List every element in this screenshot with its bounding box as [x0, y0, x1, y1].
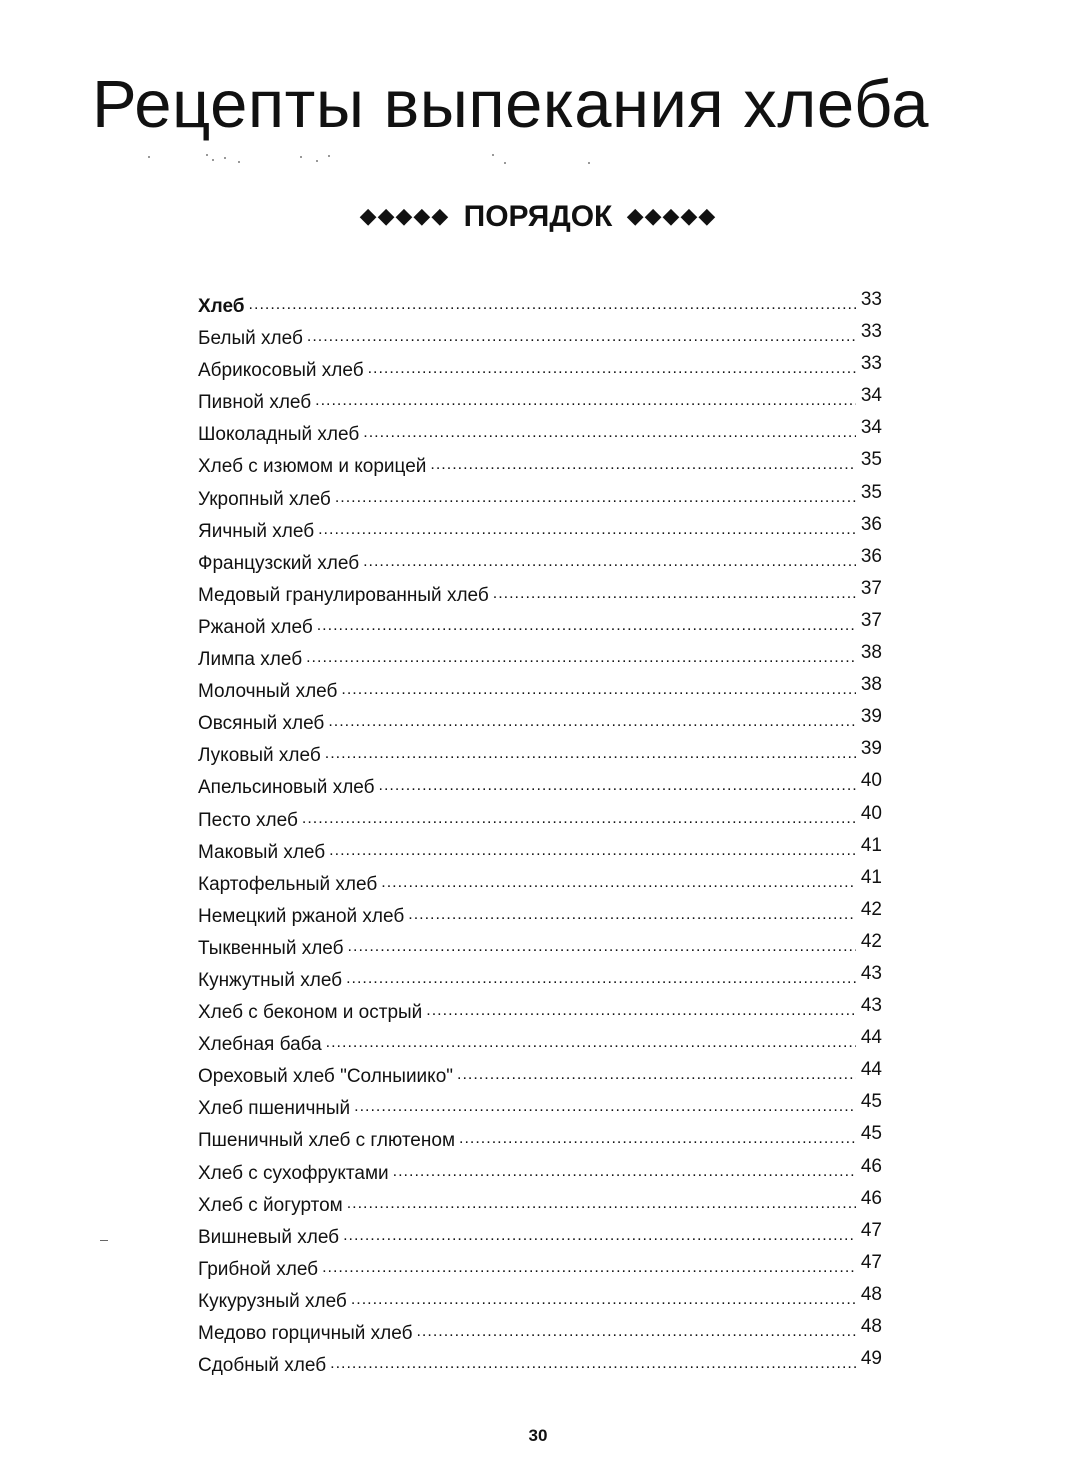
scan-speck: [328, 155, 330, 157]
dot-leader: [306, 646, 856, 665]
toc-entry-title: Кукурузный хлеб: [198, 1290, 347, 1312]
toc-entry: [198, 706, 882, 742]
toc-entry: [198, 289, 882, 325]
dot-leader: [348, 935, 856, 954]
toc-entry: [198, 674, 882, 710]
scan-speck: [238, 161, 240, 163]
toc-entry-title: Яичный хлеб: [198, 520, 315, 542]
dot-leader: [302, 807, 856, 826]
toc-entry-title: Хлеб с изюмом и корицей: [198, 456, 427, 478]
dot-leader: [341, 678, 856, 697]
toc-entry-page: 44: [860, 1059, 882, 1081]
toc-entry-title: Пивной хлеб: [198, 392, 312, 414]
toc-entry: [198, 1251, 882, 1288]
toc-entry-title: Хлеб пшеничный: [198, 1098, 351, 1120]
toc-entry-title: Хлеб с беконом и острый: [198, 1002, 423, 1024]
scan-mark: [100, 1240, 108, 1241]
toc-entry-page: 46: [860, 1155, 882, 1177]
toc-entry: [198, 866, 882, 903]
toc-entry: [198, 1059, 882, 1095]
toc-entry-page: 33: [860, 289, 882, 310]
toc-entry: [198, 1316, 882, 1352]
toc-entry-page: 34: [860, 385, 882, 407]
toc-entry-page: 37: [860, 609, 882, 631]
toc-entry-page: 45: [860, 1123, 882, 1145]
section-title: ПОРЯДОК: [463, 200, 613, 233]
table-of-contents: [198, 289, 882, 1384]
toc-entry-title: Грибной хлеб: [198, 1258, 319, 1280]
diamond-ornament-left: ◆◆◆◆◆: [359, 203, 450, 228]
toc-entry: [198, 642, 882, 678]
dot-leader: [328, 710, 856, 729]
toc-entry-title: Апельсиновый хлеб: [198, 777, 375, 799]
toc-entry-page: 46: [860, 1187, 882, 1209]
toc-entry: [198, 449, 882, 485]
dot-leader: [315, 389, 856, 408]
toc-entry: [198, 898, 882, 935]
toc-entry-page: 39: [860, 738, 882, 760]
toc-entry: [198, 962, 882, 999]
scan-speck: [300, 156, 302, 158]
toc-entry-title: Абрикосовый хлеб: [198, 360, 364, 382]
toc-entry: [198, 577, 882, 614]
toc-entry: [198, 1283, 882, 1320]
toc-entry: [198, 513, 882, 550]
toc-entry-page: 48: [860, 1316, 882, 1337]
dot-leader: [317, 614, 856, 633]
toc-entry-page: 35: [860, 481, 882, 503]
dot-leader: [335, 486, 856, 505]
toc-entry-page: 44: [860, 1027, 882, 1049]
dot-leader: [426, 999, 856, 1018]
dot-leader: [330, 1352, 856, 1371]
dot-leader: [249, 293, 856, 312]
toc-entry-title: Шоколадный хлеб: [198, 424, 360, 446]
toc-entry-page: 33: [860, 353, 882, 375]
toc-entry-title: Луковый хлеб: [198, 745, 321, 767]
toc-entry-page: 42: [860, 898, 882, 920]
page-title: Рецепты выпекания хлеба: [92, 67, 929, 142]
dot-leader: [381, 871, 856, 890]
toc-entry-title: Вишневый хлеб: [198, 1226, 340, 1248]
toc-entry-page: 47: [860, 1219, 882, 1241]
toc-entry-page: 43: [860, 995, 882, 1017]
toc-entry: [198, 1155, 882, 1192]
scan-speck: [224, 157, 226, 159]
toc-entry: [198, 545, 882, 582]
toc-entry-page: 40: [860, 770, 882, 792]
toc-entry: [198, 385, 882, 421]
dot-leader: [430, 453, 856, 472]
toc-entry: [198, 609, 882, 646]
dot-leader: [368, 357, 856, 376]
toc-entry-page: 45: [860, 1091, 882, 1113]
toc-entry-page: 41: [860, 866, 882, 888]
toc-entry: [198, 321, 882, 357]
toc-entry-page: 35: [860, 449, 882, 471]
toc-entry: [198, 1027, 882, 1063]
toc-entry: [198, 995, 882, 1031]
toc-entry-page: 49: [860, 1348, 882, 1370]
toc-entry: [198, 1348, 882, 1384]
dot-leader: [325, 742, 856, 761]
dot-leader: [307, 325, 856, 344]
toc-entry-title: Картофельный хлеб: [198, 873, 378, 895]
toc-entry-page: 34: [860, 417, 882, 439]
toc-entry-title: Хлебная баба: [198, 1034, 322, 1056]
toc-entry-page: 33: [860, 321, 882, 343]
toc-entry-page: 37: [860, 577, 882, 599]
toc-entry: [198, 1091, 882, 1127]
page-number: 30: [528, 1426, 548, 1445]
toc-entry-title: Ржаной хлеб: [198, 616, 313, 638]
dot-leader: [351, 1288, 856, 1307]
dot-leader: [329, 839, 856, 858]
toc-entry: [198, 930, 882, 967]
dot-leader: [379, 774, 856, 793]
toc-entry-title: Хлеб: [198, 296, 245, 317]
toc-entry-page: 40: [860, 802, 882, 824]
toc-entry-title: Тыквенный хлеб: [198, 937, 344, 959]
toc-entry-page: 38: [860, 642, 882, 664]
diamond-ornament-right: ◆◆◆◆◆: [626, 203, 717, 228]
toc-entry-page: 47: [860, 1251, 882, 1273]
dot-leader: [459, 1127, 856, 1146]
toc-entry: [198, 802, 882, 839]
dot-leader: [363, 421, 856, 440]
toc-entry: [198, 353, 882, 389]
scan-speck: [206, 154, 208, 156]
dot-leader: [343, 1224, 856, 1243]
toc-entry-title: Пшеничный хлеб с глютеном: [198, 1130, 456, 1152]
scan-speck: [148, 156, 150, 158]
dot-leader: [318, 518, 856, 537]
scan-speck: [316, 160, 318, 162]
toc-entry-page: 42: [860, 930, 882, 952]
toc-entry-title: Белый хлеб: [198, 328, 303, 350]
scan-specks: [140, 150, 600, 170]
toc-entry-title: Кунжутный хлеб: [198, 969, 343, 991]
toc-entry-title: Овсяный хлеб: [198, 713, 325, 735]
toc-entry-title: Сдобный хлеб: [198, 1355, 327, 1377]
toc-entry-title: Песто хлеб: [198, 809, 298, 831]
toc-entry-page: 36: [860, 513, 882, 535]
toc-entry-title: Маковый хлеб: [198, 841, 326, 863]
toc-entry-title: Лимпа хлеб: [198, 649, 303, 671]
toc-entry-title: Немецкий ржаной хлеб: [198, 905, 405, 927]
toc-entry: [198, 770, 882, 806]
dot-leader: [493, 582, 856, 601]
scan-speck: [588, 162, 590, 164]
dot-leader: [322, 1256, 856, 1275]
toc-entry-title: Ореховый хлеб "Солныиико": [198, 1066, 454, 1088]
toc-entry-page: 36: [860, 545, 882, 567]
toc-entry: [198, 1219, 882, 1256]
toc-entry-title: Хлеб с йогуртом: [198, 1194, 343, 1216]
toc-entry: [198, 1123, 882, 1159]
toc-entry-page: 41: [860, 834, 882, 856]
scan-speck: [212, 159, 214, 161]
toc-entry: [198, 834, 882, 871]
scan-speck: [504, 162, 506, 164]
dot-leader: [346, 967, 856, 986]
toc-entry: [198, 1187, 882, 1224]
dot-leader: [457, 1063, 856, 1082]
toc-entry: [198, 417, 882, 453]
dot-leader: [408, 903, 856, 922]
toc-entry: [198, 481, 882, 518]
toc-entry-page: 43: [860, 962, 882, 984]
toc-entry-page: 39: [860, 706, 882, 728]
toc-entry-title: Французский хлеб: [198, 552, 360, 574]
toc-entry-page: 38: [860, 674, 882, 696]
toc-entry-title: Укропный хлеб: [198, 488, 331, 510]
dot-leader: [416, 1320, 856, 1339]
dot-leader: [363, 550, 856, 569]
toc-entry-title: Медово горцичный хлеб: [198, 1323, 413, 1344]
dot-leader: [354, 1095, 856, 1114]
dot-leader: [347, 1192, 856, 1211]
toc-entry-title: Медовый гранулированный хлеб: [198, 584, 489, 606]
toc-entry-title: Хлеб с сухофруктами: [198, 1162, 389, 1184]
dot-leader: [393, 1160, 856, 1179]
toc-entry-title: Молочный хлеб: [198, 681, 338, 703]
scan-speck: [492, 154, 494, 156]
dot-leader: [326, 1031, 856, 1050]
toc-entry-page: 48: [860, 1283, 882, 1305]
toc-entry: [198, 738, 882, 774]
section-header: [0, 200, 1076, 234]
